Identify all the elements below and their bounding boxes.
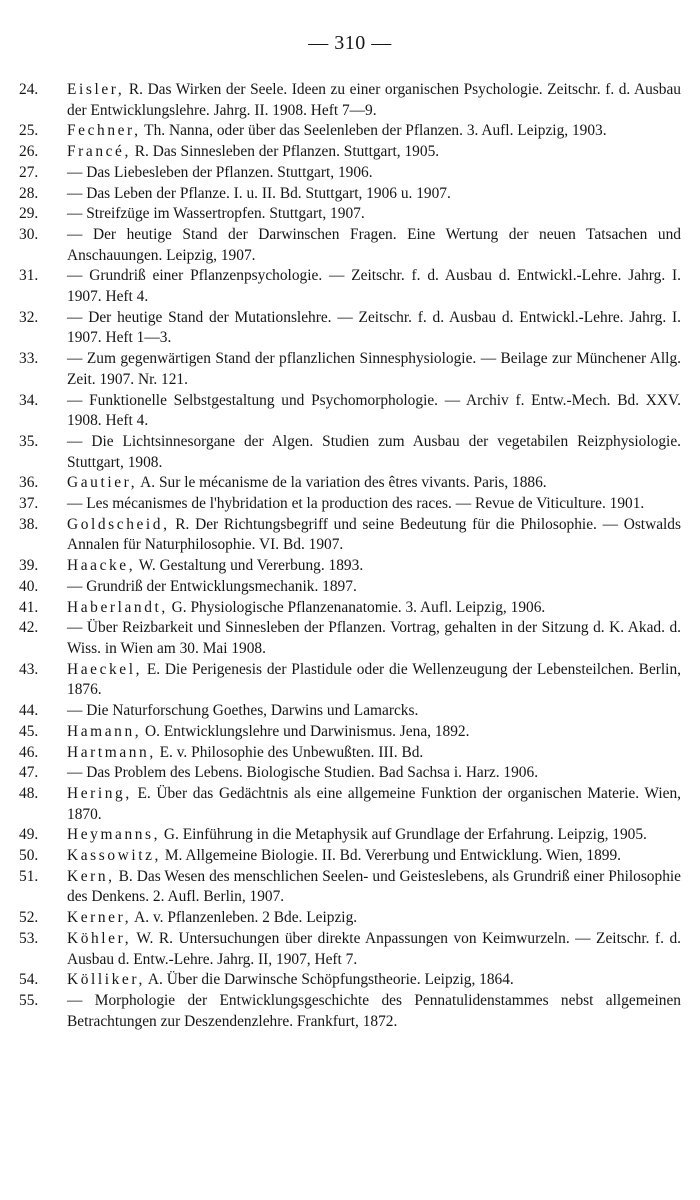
reference-text: — Der heutige Stand der Darwinschen Fragen. Eine Wertung der neuen Tatsachen und Anschauungen. Leipzig, 1907.	[67, 225, 681, 264]
reference-number: 54.	[19, 971, 39, 989]
reference-author: Gautier,	[67, 474, 138, 492]
reference-text: O. Entwicklungslehre und Darwinismus. Jena, 1892.	[141, 722, 470, 740]
reference-entry	[19, 763, 681, 784]
reference-entry	[19, 784, 681, 825]
reference-entry	[19, 991, 681, 1032]
reference-number: 45.	[19, 722, 39, 740]
reference-author: Kerner,	[67, 909, 132, 927]
reference-number: 49.	[19, 826, 39, 844]
reference-text: — Funktionelle Selbstgestaltung und Psychomorphologie. — Archiv f. Entw.-Mech. Bd. XXV. 1908. Heft 4.	[67, 391, 681, 430]
reference-entry	[19, 308, 681, 349]
reference-entry	[19, 432, 681, 473]
reference-number: 35.	[19, 432, 39, 450]
reference-author: Haeckel,	[67, 660, 143, 678]
reference-text: — Das Problem des Lebens. Biologische Studien. Bad Sachsa i. Harz. 1906.	[67, 764, 539, 782]
reference-text: — Zum gegenwärtigen Stand der pflanzlichen Sinnesphysiologie. — Beilage zur Münchener Allg. Zeit. 1907. Nr. 121.	[67, 350, 681, 388]
reference-entry	[19, 184, 681, 205]
reference-entry	[19, 743, 681, 764]
reference-number: 24.	[19, 81, 39, 98]
reference-entry	[19, 473, 681, 494]
reference-number: 31.	[19, 267, 39, 285]
reference-number: 47.	[19, 764, 39, 782]
reference-text: — Das Liebesleben der Pflanzen. Stuttgart, 1906.	[67, 163, 373, 181]
reference-author: Hartmann,	[67, 743, 156, 761]
reference-entry	[19, 163, 681, 184]
reference-entry	[19, 970, 681, 991]
reference-text: — Über Reizbarkeit und Sinnesleben der Pflanzen. Vortrag, gehalten in der Sitzung d. K. Akad. d. Wiss. in Wien am 30. Mai 1908.	[67, 619, 681, 657]
reference-number: 38.	[19, 515, 39, 533]
reference-number: 48.	[19, 784, 39, 802]
reference-text: — Streifzüge im Wassertropfen. Stuttgart, 1907.	[67, 205, 365, 223]
reference-entry	[19, 908, 681, 929]
reference-text: — Morphologie der Entwicklungsgeschichte des Pennatulidenstammes nebst allgemeinen Betrachtungen zur Deszendenzlehre. Frankfurt, 1872.	[67, 991, 681, 1030]
reference-entry	[19, 266, 681, 307]
reference-text: E. Über das Gedächtnis als eine allgemeine Funktion der organischen Materie. Wien, 1870.	[67, 784, 681, 823]
reference-author: Heymanns,	[67, 826, 161, 844]
reference-entry	[19, 598, 681, 619]
reference-entry	[19, 867, 681, 908]
reference-text: M. Allgemeine Biologie. II. Bd. Vererbung und Entwicklung. Wien, 1899.	[160, 847, 622, 865]
reference-number: 46.	[19, 743, 39, 761]
reference-number: 51.	[19, 867, 39, 885]
reference-number: 50.	[19, 847, 39, 865]
reference-number: 43.	[19, 660, 39, 678]
reference-text: — Die Naturforschung Goethes, Darwins und Lamarcks.	[67, 702, 419, 720]
reference-entry	[19, 846, 681, 867]
reference-entry	[19, 142, 681, 163]
reference-text: G. Einführung in die Metaphysik auf Grundlage der Erfahrung. Leipzig, 1905.	[160, 826, 647, 844]
reference-entry	[19, 391, 681, 432]
reference-text: W. Gestaltung und Vererbung. 1893.	[135, 557, 364, 575]
reference-text: Th. Nanna, oder über das Seelenleben der Pflanzen. 3. Aufl. Leipzig, 1903.	[140, 122, 607, 140]
reference-author: Hering,	[67, 784, 132, 802]
reference-text: R. Das Sinnesleben der Pflanzen. Stuttgart, 1905.	[130, 143, 440, 161]
reference-author: Kern,	[67, 867, 115, 885]
reference-author: Kölliker,	[67, 971, 145, 989]
reference-text: R. Der Richtungsbegriff und seine Bedeutung für die Philosophie. — Ostwalds Annalen für Naturphilosophie. VI. Bd. 1907.	[67, 515, 681, 554]
reference-author: Haacke,	[67, 557, 136, 575]
reference-number: 44.	[19, 702, 39, 720]
reference-text: A. v. Pflanzenleben. 2 Bde. Leipzig.	[131, 909, 358, 927]
reference-text: B. Das Wesen des menschlichen Seelen- und Geisteslebens, als Grundriß einer Philosophie des Denkens. 2. Aufl. Berlin, 1907.	[67, 867, 681, 906]
reference-entry	[19, 660, 681, 701]
reference-author: Francé,	[67, 143, 131, 161]
reference-number: 30.	[19, 225, 39, 243]
reference-number: 42.	[19, 619, 39, 637]
reference-entry	[19, 204, 681, 225]
reference-number: 29.	[19, 205, 39, 223]
reference-author: Köhler,	[67, 929, 132, 947]
reference-number: 25.	[19, 122, 39, 140]
reference-text: G. Physiologische Pflanzenanatomie. 3. Aufl. Leipzig, 1906.	[167, 598, 546, 616]
reference-author: Eisler,	[67, 81, 125, 98]
reference-number: 28.	[19, 184, 39, 202]
reference-number: 26.	[19, 143, 39, 161]
reference-number: 34.	[19, 391, 39, 409]
reference-number: 41.	[19, 598, 39, 616]
reference-number: 53.	[19, 929, 39, 947]
reference-text: E. Die Perigenesis der Plastidule oder die Wellenzeugung der Lebensteilchen. Berlin, 1876.	[67, 660, 681, 699]
reference-author: Kassowitz,	[67, 847, 161, 865]
reference-number: 36.	[19, 474, 39, 492]
reference-entry	[19, 825, 681, 846]
reference-entry	[19, 618, 681, 659]
page-number: — 310 —	[308, 32, 392, 54]
reference-number: 33.	[19, 350, 39, 368]
reference-number: 55.	[19, 991, 39, 1009]
reference-text: — Grundriß einer Pflanzenpsychologie. — Zeitschr. f. d. Ausbau d. Entwickl.-Lehre. Jahrg. I. 1907. Heft 4.	[67, 267, 681, 306]
reference-number: 39.	[19, 557, 39, 575]
reference-list	[19, 80, 681, 1032]
reference-entry	[19, 556, 681, 577]
reference-number: 37.	[19, 495, 39, 513]
reference-entry	[19, 349, 681, 390]
reference-text: E. v. Philosophie des Unbewußten. III. Bd.	[155, 743, 424, 761]
reference-entry	[19, 121, 681, 142]
reference-author: Hamann,	[67, 722, 142, 740]
reference-number: 32.	[19, 308, 39, 326]
reference-text: W. R. Untersuchungen über direkte Anpassungen von Keimwurzeln. — Zeitschr. f. d. Ausbau d. Entw.-Lehre. Jahrg. II, 1907, Heft 7.	[67, 929, 681, 968]
reference-number: 40.	[19, 577, 39, 595]
reference-entry	[19, 577, 681, 598]
reference-text: — Das Leben der Pflanze. I. u. II. Bd. Stuttgart, 1906 u. 1907.	[67, 184, 451, 202]
reference-text: R. Das Wirken der Seele. Ideen zu einer organischen Psychologie. Zeitschr. f. d. Ausbau der Entwicklungslehre. Jahrg. II. 1908. Heft 7—9.	[67, 81, 681, 119]
reference-number: 52.	[19, 909, 39, 927]
reference-entry	[19, 494, 681, 515]
reference-entry	[19, 701, 681, 722]
reference-text: — Der heutige Stand der Mutationslehre. — Zeitschr. f. d. Ausbau d. Entwickl.-Lehre. Jahrg. I. 1907. Heft 1—3.	[67, 308, 681, 347]
reference-author: Goldscheid,	[67, 515, 170, 533]
reference-text: A. Über die Darwinsche Schöpfungstheorie. Leipzig, 1864.	[144, 971, 514, 989]
reference-entry	[19, 515, 681, 556]
reference-entry	[19, 225, 681, 266]
reference-author: Fechner,	[67, 122, 141, 140]
reference-author: Haberlandt,	[67, 598, 168, 616]
reference-text: — Grundriß der Entwicklungsmechanik. 1897.	[67, 577, 357, 595]
reference-text: A. Sur le mécanisme de la variation des êtres vivants. Paris, 1886.	[137, 474, 547, 492]
reference-text: — Die Lichtsinnesorgane der Algen. Studien zum Ausbau der vegetabilen Reizphysiologie. Stuttgart, 1908.	[67, 432, 681, 471]
reference-text: — Les mécanismes de l'hybridation et la production des races. — Revue de Viticulture. 1901.	[67, 495, 645, 513]
reference-entry	[19, 722, 681, 743]
reference-entry	[19, 929, 681, 970]
reference-entry	[19, 80, 681, 121]
reference-number: 27.	[19, 163, 39, 181]
